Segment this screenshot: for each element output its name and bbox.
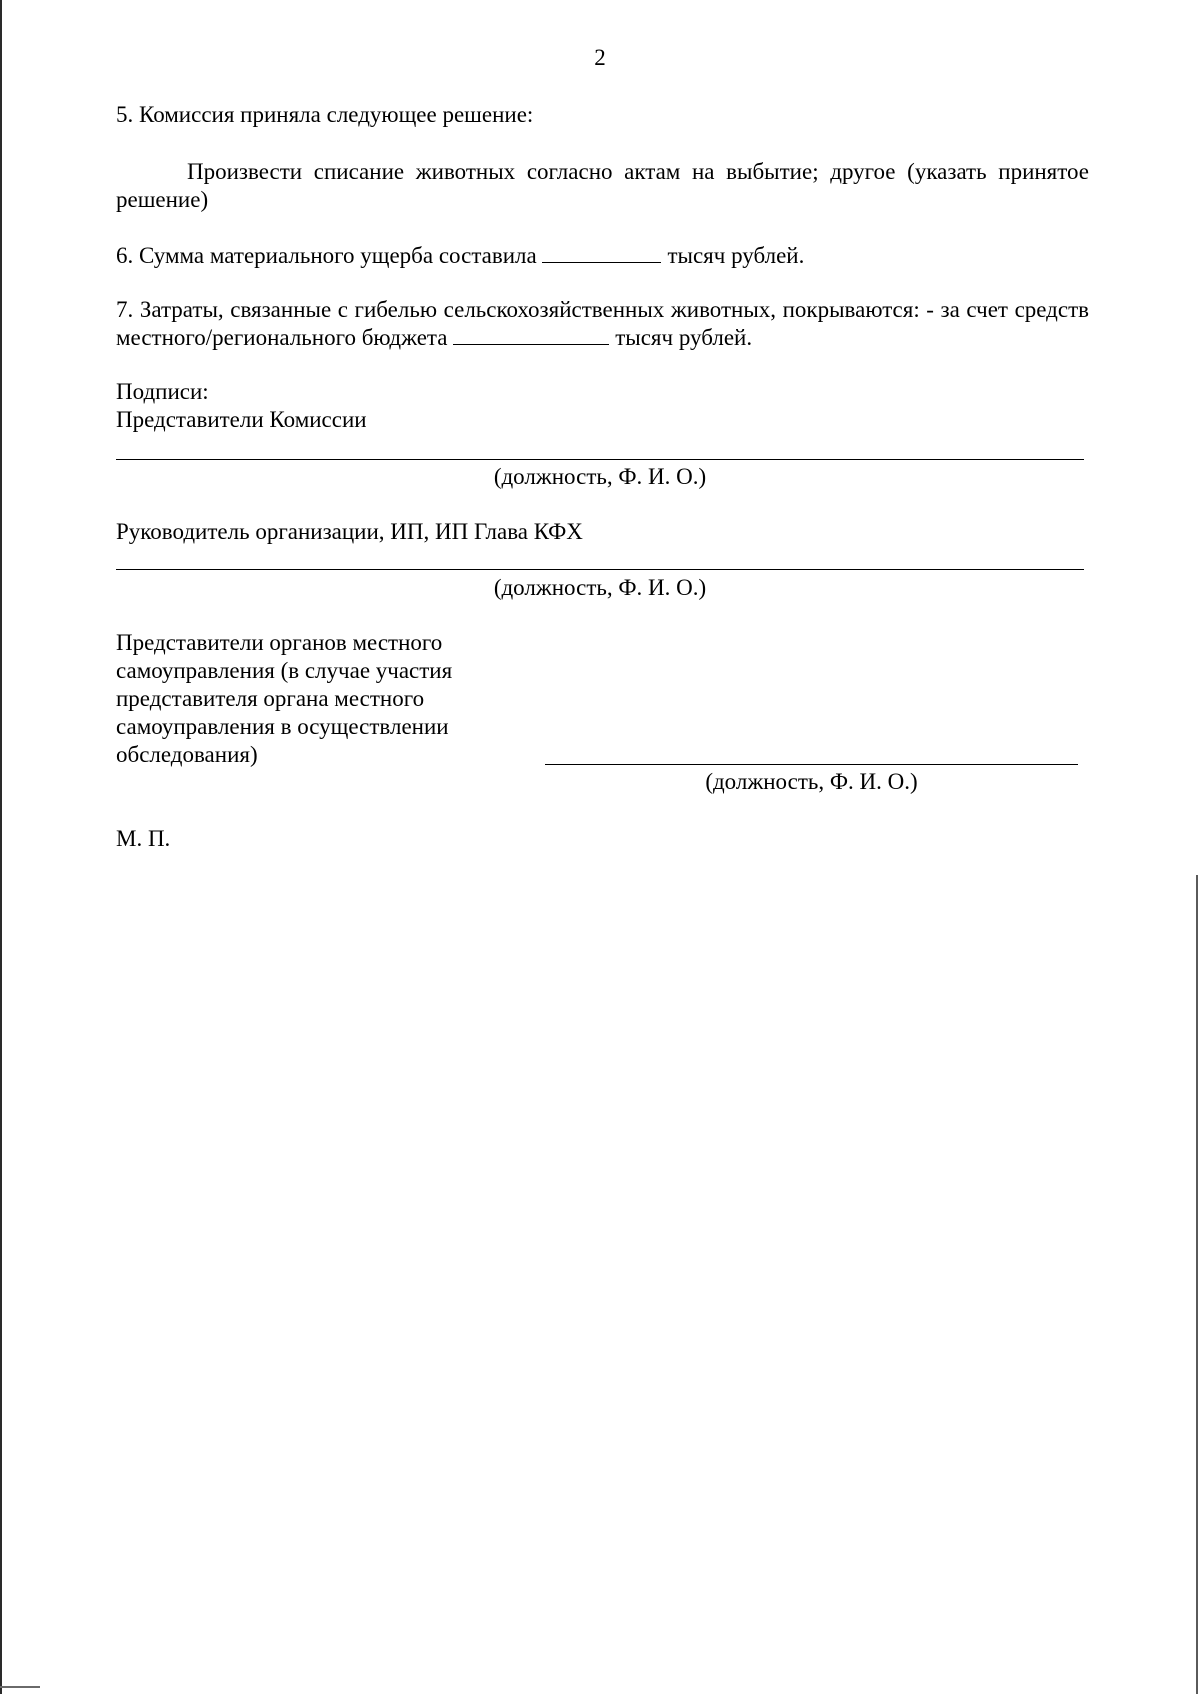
item-7-unit: тысяч рублей. bbox=[615, 325, 753, 350]
item-7-label: 7. Затраты, связанные с гибелью сельскохозяйственных животных, покрываются: - за счет средств местного/регионального бюджета bbox=[116, 297, 1089, 350]
item-6-damage-sum bbox=[116, 242, 1089, 270]
page-number: 2 bbox=[594, 45, 606, 70]
local-government-signature-caption: (должность, Ф. И. О.) bbox=[705, 769, 918, 794]
signatures-header bbox=[116, 378, 1089, 434]
organization-head-signature-caption: (должность, Ф. И. О.) bbox=[493, 575, 707, 600]
commission-decision-text: Произвести списание животных согласно актам на выбытие; другое (указать принятое решение) bbox=[116, 159, 1089, 212]
organization-head-label: Руководитель организации, ИП, ИП Глава КФХ bbox=[116, 519, 583, 544]
local-government-signature-line[interactable] bbox=[545, 764, 1078, 765]
commission-representatives-label: Представители Комиссии bbox=[116, 407, 367, 432]
scan-edge-left bbox=[0, 0, 2, 1694]
local-government-representatives-label: Представители органов местного самоуправления (в случае участия представителя органа местного самоуправления в осуществлении обследования) bbox=[116, 630, 453, 767]
commission-signature-caption: (должность, Ф. И. О.) bbox=[493, 464, 707, 489]
damage-sum-blank[interactable] bbox=[542, 242, 661, 263]
item-6-unit: тысяч рублей. bbox=[667, 243, 805, 268]
scan-edge-bottom bbox=[0, 1686, 40, 1688]
signatures-title: Подписи: bbox=[116, 379, 209, 404]
organization-head-signature-line[interactable] bbox=[116, 569, 1084, 570]
item-6-label: 6. Сумма материального ущерба составила bbox=[116, 243, 537, 268]
item-7-costs bbox=[116, 296, 1089, 352]
budget-sum-blank[interactable] bbox=[453, 324, 609, 345]
item-5-heading: 5. Комиссия приняла следующее решение: bbox=[116, 102, 534, 127]
scan-edge-right bbox=[1196, 875, 1198, 1694]
stamp-place-label: М. П. bbox=[116, 826, 171, 851]
commission-signature-line[interactable] bbox=[116, 459, 1084, 460]
